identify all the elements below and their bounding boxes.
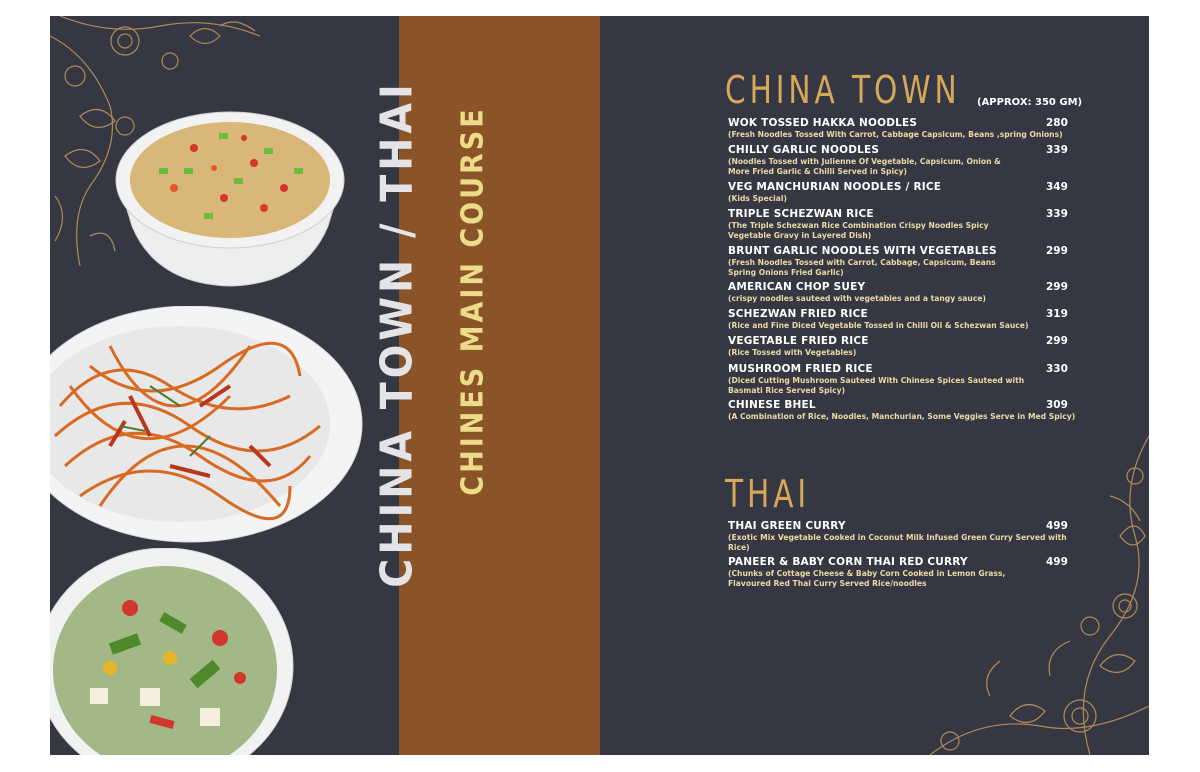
menu-item bbox=[728, 117, 1068, 140]
menu-item bbox=[728, 245, 1068, 278]
item-name: SCHEZWAN FRIED RICE bbox=[728, 308, 868, 320]
item-price: 299 bbox=[1046, 281, 1068, 293]
item-description: (Fresh Noodles Tossed with Carrot, Cabbage, Capsicum, Beans Spring Onions Fried Garlic) bbox=[728, 258, 996, 277]
item-price: 299 bbox=[1046, 335, 1068, 347]
menu-item bbox=[728, 520, 1088, 553]
green-curry-bowl-image bbox=[50, 548, 300, 755]
vertical-subtitle: CHINES MAIN COURSE bbox=[455, 106, 491, 496]
item-price: 319 bbox=[1046, 308, 1068, 320]
item-name: AMERICAN CHOP SUEY bbox=[728, 281, 866, 293]
item-price: 330 bbox=[1046, 363, 1068, 375]
menu-item bbox=[728, 399, 1088, 422]
item-description: (Noodles Tossed with Julienne Of Vegetable, Capsicum, Onion & More Fried Garlic & Chilli Served in Spicy) bbox=[728, 157, 1001, 176]
item-description: (crispy noodles sauteed with vegetables and a tangy sauce) bbox=[728, 294, 986, 303]
item-name: WOK TOSSED HAKKA NOODLES bbox=[728, 117, 918, 129]
item-description: (Rice Tossed with Vegetables) bbox=[728, 348, 857, 357]
section-title-thai: THAI bbox=[725, 472, 811, 516]
item-name: VEG MANCHURIAN NOODLES / RICE bbox=[728, 181, 942, 193]
item-description: (Fresh Noodles Tossed With Carrot, Cabbage Capsicum, Beans ,spring Onions) bbox=[728, 130, 1063, 139]
item-price: 339 bbox=[1046, 208, 1068, 220]
portion-note: (APPROX: 350 GM) bbox=[977, 97, 1083, 108]
item-description: (The Triple Schezwan Rice Combination Crispy Noodles Spicy Vegetable Gravy in Layered Dish) bbox=[728, 221, 989, 240]
item-name: VEGETABLE FRIED RICE bbox=[728, 335, 869, 347]
item-name: CHINESE BHEL bbox=[728, 399, 816, 411]
item-price: 499 bbox=[1046, 520, 1068, 532]
item-description: (Kids Special) bbox=[728, 194, 787, 203]
item-price: 349 bbox=[1046, 181, 1068, 193]
menu-page bbox=[50, 16, 1149, 755]
item-description: (Rice and Fine Diced Vegetable Tossed in Chilli Oil & Schezwan Sauce) bbox=[728, 321, 1029, 330]
menu-item bbox=[728, 556, 1068, 589]
item-name: MUSHROOM FRIED RICE bbox=[728, 363, 873, 375]
item-description: (A Combination of Rice, Noodles, Manchurian, Some Veggies Serve in Med Spicy) bbox=[728, 412, 1076, 421]
item-price: 309 bbox=[1046, 399, 1068, 411]
menu-item bbox=[728, 181, 1068, 204]
section-title-china-town: CHINA TOWN bbox=[725, 68, 961, 112]
menu-item bbox=[728, 208, 1068, 241]
noodles-plate-image bbox=[50, 306, 365, 546]
item-description: (Diced Cutting Mushroom Sauteed With Chinese Spices Sauteed with Basmati Rice Served Spicy) bbox=[728, 376, 1025, 395]
item-name: PANEER & BABY CORN THAI RED CURRY bbox=[728, 556, 968, 568]
item-price: 280 bbox=[1046, 117, 1068, 129]
item-name: CHILLY GARLIC NOODLES bbox=[728, 144, 880, 156]
item-price: 299 bbox=[1046, 245, 1068, 257]
item-name: TRIPLE SCHEZWAN RICE bbox=[728, 208, 874, 220]
menu-item bbox=[728, 335, 1068, 358]
item-description: (Exotic Mix Vegetable Cooked in Coconut Milk Infused Green Curry Served with Rice) bbox=[728, 533, 1067, 552]
menu-item bbox=[728, 281, 1068, 304]
item-price: 499 bbox=[1046, 556, 1068, 568]
bottom-right-floral bbox=[930, 436, 1149, 755]
item-description: (Chunks of Cottage Cheese & Baby Corn Cooked in Lemon Grass, Flavoured Red Thai Curry Served Rice/noodles bbox=[728, 569, 1006, 588]
vertical-title: CHINA TOWN / THAI bbox=[371, 80, 423, 588]
menu-item bbox=[728, 144, 1068, 177]
item-name: BRUNT GARLIC NOODLES WITH VEGETABLES bbox=[728, 245, 997, 257]
item-price: 339 bbox=[1046, 144, 1068, 156]
fried-rice-bowl-image bbox=[114, 108, 346, 288]
menu-item bbox=[728, 308, 1068, 331]
item-name: THAI GREEN CURRY bbox=[728, 520, 846, 532]
menu-item bbox=[728, 363, 1068, 396]
